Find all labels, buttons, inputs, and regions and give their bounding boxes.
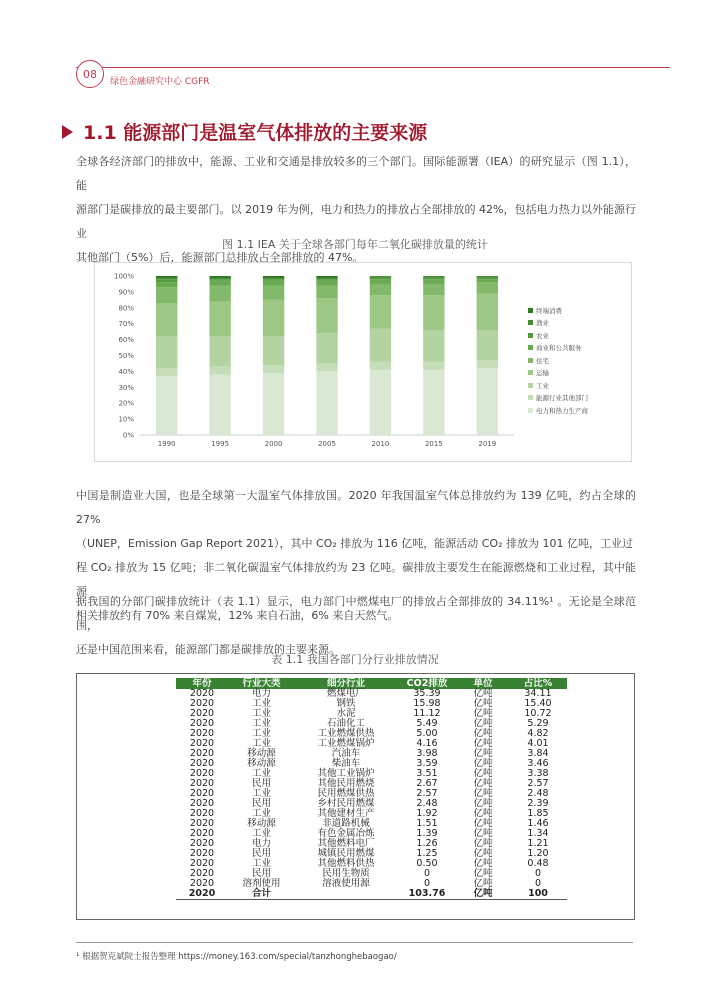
legend-swatch <box>528 333 533 338</box>
footnote: ¹ 根据贺克斌院士报告整理 https://money.163.com/special/tanzhonghebaogao/ <box>76 952 397 962</box>
table-cell: 2020 <box>189 868 215 879</box>
table-cell: 移动源 <box>247 818 276 829</box>
section-title <box>62 118 427 145</box>
table-row <box>176 809 567 819</box>
table-cell: 工业 <box>251 808 271 819</box>
table-cell: 电力 <box>251 838 271 849</box>
table-cell: 燃煤电厂 <box>326 688 365 699</box>
table-cell: 5.49 <box>416 718 438 729</box>
x-tick-label: 1990 <box>157 440 176 448</box>
table-cell: 1.34 <box>527 828 549 839</box>
legend-item <box>528 304 588 317</box>
paragraph-1 <box>76 150 636 270</box>
table-cell: 3.46 <box>527 758 549 769</box>
table-cell: 5.29 <box>527 718 549 729</box>
table-cell: 亿吨 <box>473 708 493 719</box>
y-tick-label: 20% <box>118 399 134 408</box>
footnote-rule <box>76 942 633 943</box>
table-cell: 1.92 <box>416 808 438 819</box>
table-cell: 亿吨 <box>473 808 493 819</box>
paragraph-line: 相关排放约有 70% 来自煤炭，12% 来自石油，6% 来自天然气。 <box>76 609 399 622</box>
table-cell: 0.50 <box>416 858 438 869</box>
table-total-row <box>176 889 567 900</box>
table-cell: 亿吨 <box>473 728 493 739</box>
table-cell: 其他燃料供热 <box>317 858 375 869</box>
table-cell: 民用 <box>251 798 271 809</box>
table-cell: 34.11 <box>524 688 552 699</box>
table-row <box>176 859 567 869</box>
y-tick-label: 60% <box>118 336 134 345</box>
table-cell: 工业 <box>251 698 271 709</box>
legend-label: 住宅 <box>536 356 549 365</box>
table-cell: 0 <box>423 878 431 889</box>
table-cell: 2020 <box>176 889 228 900</box>
legend-item <box>528 329 588 342</box>
table-cell: 工业 <box>251 858 271 869</box>
table-cell: 非道路机械 <box>322 818 370 829</box>
table-cell: 4.01 <box>527 738 549 749</box>
table-cell: 汽油车 <box>331 748 361 759</box>
table-cell: 溶剂使用 <box>242 878 281 889</box>
table-cell: 2020 <box>189 788 215 799</box>
table-cell: 亿吨 <box>473 718 493 729</box>
table-cell: 11.12 <box>413 708 441 719</box>
table-cell: 2020 <box>189 848 215 859</box>
table-cell: 民用生物质 <box>322 868 370 879</box>
legend-swatch <box>528 345 533 350</box>
section-title-text: 1.1 能源部门是温室气体排放的主要来源 <box>83 122 428 144</box>
y-tick-label: 90% <box>118 288 134 297</box>
legend-item <box>528 367 588 380</box>
table-cell: 有色金属冶炼 <box>317 828 375 839</box>
paragraph-line: 程 CO₂ 排放为 15 亿吨；非二氧化碳温室气体排放约为 23 亿吨。碳排放主要发生在能源燃烧和工业过程，其中能源 <box>76 561 636 598</box>
table-cell: 亿吨 <box>473 778 493 789</box>
table-cell: 电力 <box>251 688 271 699</box>
triangle-bullet-icon <box>62 125 73 139</box>
table-cell: 工业 <box>251 718 271 729</box>
table-cell: 0 <box>534 878 542 889</box>
table-row <box>176 869 567 879</box>
table-cell: 2.48 <box>527 788 549 799</box>
table-cell: 2020 <box>189 878 215 889</box>
col-header: 占比% <box>509 678 567 689</box>
table-cell: 15.40 <box>524 698 552 709</box>
y-tick-label: 10% <box>118 415 134 424</box>
table-cell: 亿吨 <box>473 838 493 849</box>
table-row <box>176 689 567 699</box>
table-cell: 民用 <box>251 778 271 789</box>
header-brand: 绿色金融研究中心 CGFR <box>110 77 210 87</box>
table-cell: 钢铁 <box>336 698 356 709</box>
table-cell: 移动源 <box>247 758 276 769</box>
table-cell: 工业 <box>251 788 271 799</box>
table-cell: 其他建材生产 <box>317 808 375 819</box>
col-header: 行业大类 <box>228 678 295 689</box>
table-header-row <box>176 678 567 689</box>
legend-item <box>528 342 588 355</box>
legend-item <box>528 404 588 417</box>
table-cell: 亿吨 <box>473 858 493 869</box>
table-cell: 亿吨 <box>473 868 493 879</box>
x-tick-label: 2015 <box>424 440 443 448</box>
table-cell: 10.72 <box>524 708 552 719</box>
paragraph-line: （UNEP，Emission Gap Report 2021），其中 CO₂ 排放为 116 亿吨，能源活动 CO₂ 排放为 101 亿吨，工业过 <box>76 537 633 550</box>
table-cell: 工业 <box>251 708 271 719</box>
table-cell: 1.85 <box>527 808 549 819</box>
table-cell: 工业燃煤锅炉 <box>317 738 375 749</box>
table-cell: 2.57 <box>416 788 438 799</box>
table-cell: 2020 <box>189 738 215 749</box>
legend-item <box>528 379 588 392</box>
table-cell: 2020 <box>189 818 215 829</box>
table-cell: 2020 <box>189 698 215 709</box>
legend-item <box>528 354 588 367</box>
table-row <box>176 749 567 759</box>
table-caption: 表 1.1 我国各部门分行业排放情况 <box>271 653 439 666</box>
table-cell: 1.25 <box>416 848 438 859</box>
y-tick-label: 70% <box>118 320 134 329</box>
x-tick-label: 2019 <box>478 440 497 448</box>
table-row <box>176 699 567 709</box>
table-cell: 2020 <box>189 688 215 699</box>
paragraph-line: 还是中国范围来看，能源部门都是碳排放的主要来源。 <box>76 643 340 656</box>
legend-swatch <box>528 383 533 388</box>
legend-label: 渔业 <box>536 319 549 328</box>
table-cell: 合计 <box>228 889 295 900</box>
paragraph-line: 据我国的分部门碳排放统计（表 1.1）显示，电力部门中燃煤电厂的排放占全部排放的 34.11%¹ 。无论是全球范围， <box>76 595 636 632</box>
table-cell: 石油化工 <box>326 718 365 729</box>
col-header: CO2排放 <box>397 678 457 689</box>
table-cell: 3.98 <box>416 748 438 759</box>
table-cell: 溶液使用源 <box>322 878 370 889</box>
table-cell: 2.39 <box>527 798 549 809</box>
table-row <box>176 739 567 749</box>
table-cell: 民用 <box>251 868 271 879</box>
x-tick-label: 2010 <box>371 440 390 448</box>
table-cell: 亿吨 <box>473 798 493 809</box>
y-tick-label: 30% <box>118 383 134 392</box>
y-tick-label: 50% <box>118 352 134 360</box>
col-header: 年份 <box>176 678 228 689</box>
table-cell: 2020 <box>189 758 215 769</box>
table-cell: 城镇民用燃煤 <box>317 848 375 859</box>
table-cell: 1.20 <box>527 848 549 859</box>
table-cell: 亿吨 <box>473 738 493 749</box>
col-header: 细分行业 <box>295 678 397 689</box>
table-cell: 亿吨 <box>473 768 493 779</box>
table-cell: 亿吨 <box>473 688 493 699</box>
table-cell: 15.98 <box>413 698 441 709</box>
table-cell: 亿吨 <box>473 788 493 799</box>
legend-item <box>528 317 588 330</box>
table-cell: 35.39 <box>413 688 441 699</box>
legend-label: 工业 <box>536 381 549 390</box>
table-cell: 3.59 <box>416 758 438 769</box>
legend-swatch <box>528 408 533 413</box>
table-cell: 1.46 <box>527 818 549 829</box>
table-cell: 2020 <box>189 858 215 869</box>
table-cell: 亿吨 <box>473 848 493 859</box>
table-cell: 亿吨 <box>473 698 493 709</box>
table-cell: 4.16 <box>416 738 438 749</box>
table-cell: 工业 <box>251 728 271 739</box>
table-cell: 0 <box>534 868 542 879</box>
table-cell: 亿吨 <box>473 818 493 829</box>
y-tick-label: 40% <box>118 367 134 376</box>
table-cell: 103.76 <box>397 889 457 900</box>
emissions-table <box>176 678 567 900</box>
table-cell: 1.39 <box>416 828 438 839</box>
paragraph-line: 其他部门（5%）后，能源部门总排放占全部排放的 47%。 <box>76 251 364 264</box>
table-cell: 柴油车 <box>331 758 361 769</box>
table-cell: 民用燃煤供热 <box>317 788 375 799</box>
table-cell: 2020 <box>189 768 215 779</box>
paragraph-line: 中国是制造业大国，也是全球第一大温室气体排放国。2020 年我国温室气体总排放约为 139 亿吨，约占全球的 27% <box>76 489 636 526</box>
table-cell: 工业 <box>251 738 271 749</box>
table-cell: 工业 <box>251 828 271 839</box>
legend-label: 运输 <box>536 369 549 378</box>
table-cell: 2020 <box>189 708 215 719</box>
table-cell: 亿吨 <box>473 758 493 769</box>
table-cell: 3.38 <box>527 768 549 779</box>
table-cell: 2020 <box>189 808 215 819</box>
x-tick-label: 2000 <box>264 440 283 448</box>
col-header: 单位 <box>457 678 509 689</box>
table-cell: 其他民用燃烧 <box>317 778 375 789</box>
table-cell: 1.26 <box>416 838 438 849</box>
legend-swatch <box>528 308 533 313</box>
table-cell: 2020 <box>189 838 215 849</box>
table-cell: 0 <box>423 868 431 879</box>
table-cell: 2.67 <box>416 778 438 789</box>
table-cell: 水泥 <box>336 708 356 719</box>
legend-item <box>528 392 588 405</box>
table-cell: 1.51 <box>416 818 438 829</box>
table-cell: 1.21 <box>527 838 549 849</box>
y-tick-label: 100% <box>113 272 134 281</box>
table-row <box>176 709 567 719</box>
table-cell: 3.84 <box>527 748 549 759</box>
page-number: 08 <box>76 60 104 88</box>
table-cell: 4.82 <box>527 728 549 739</box>
figure-caption: 图 1.1 IEA 关于全球各部门每年二氧化碳排放量的统计 <box>222 238 488 251</box>
legend-swatch <box>528 358 533 363</box>
legend-label: 电力和热力生产商 <box>536 406 588 415</box>
table-cell: 2020 <box>189 728 215 739</box>
table-cell: 移动源 <box>247 748 276 759</box>
paragraph-line: 全球各经济部门的排放中，能源、工业和交通是排放较多的三个部门。国际能源署（IEA）的研究显示（图 1.1），能 <box>76 155 636 192</box>
y-tick-label: 80% <box>118 304 134 313</box>
table-cell <box>295 889 397 900</box>
header-rule <box>76 67 670 68</box>
table-cell: 0.48 <box>527 858 549 869</box>
chart-legend <box>528 304 588 417</box>
legend-swatch <box>528 395 533 400</box>
x-tick-label: 1995 <box>211 440 230 448</box>
paragraph-line: 源部门是碳排放的最主要部门。以 2019 年为例，电力和热力的排放占全部排放的 42%，包括电力热力以外能源行业 <box>76 203 636 240</box>
table-cell: 亿吨 <box>473 748 493 759</box>
table-cell: 民用 <box>251 848 271 859</box>
legend-swatch <box>528 370 533 375</box>
legend-label: 农业 <box>536 331 549 340</box>
legend-label: 能源行业其他部门 <box>536 394 588 403</box>
table-row <box>176 879 567 889</box>
legend-swatch <box>528 320 533 325</box>
table-cell: 其他工业锅炉 <box>317 768 375 779</box>
table-cell: 2020 <box>189 798 215 809</box>
table-cell: 5.00 <box>416 728 438 739</box>
table-cell: 2.57 <box>527 778 549 789</box>
table-cell: 亿吨 <box>473 878 493 889</box>
table-cell: 亿吨 <box>473 828 493 839</box>
x-tick-label: 2005 <box>318 440 336 448</box>
table-cell: 3.51 <box>416 768 438 779</box>
table-cell: 2.48 <box>416 798 438 809</box>
table-cell: 乡村民用燃煤 <box>317 798 375 809</box>
y-tick-label: 0% <box>122 431 134 440</box>
table-cell: 100 <box>509 889 567 900</box>
legend-label: 终端消费 <box>536 306 562 315</box>
table-cell: 工业燃煤供热 <box>317 728 375 739</box>
table-cell: 亿吨 <box>457 889 509 900</box>
table-cell: 其他燃料电厂 <box>317 838 375 849</box>
table-cell: 2020 <box>189 778 215 789</box>
table-cell: 2020 <box>189 828 215 839</box>
table-cell: 工业 <box>251 768 271 779</box>
table-cell: 2020 <box>189 748 215 759</box>
legend-label: 商业和公共服务 <box>536 344 582 353</box>
table-cell: 2020 <box>189 718 215 729</box>
